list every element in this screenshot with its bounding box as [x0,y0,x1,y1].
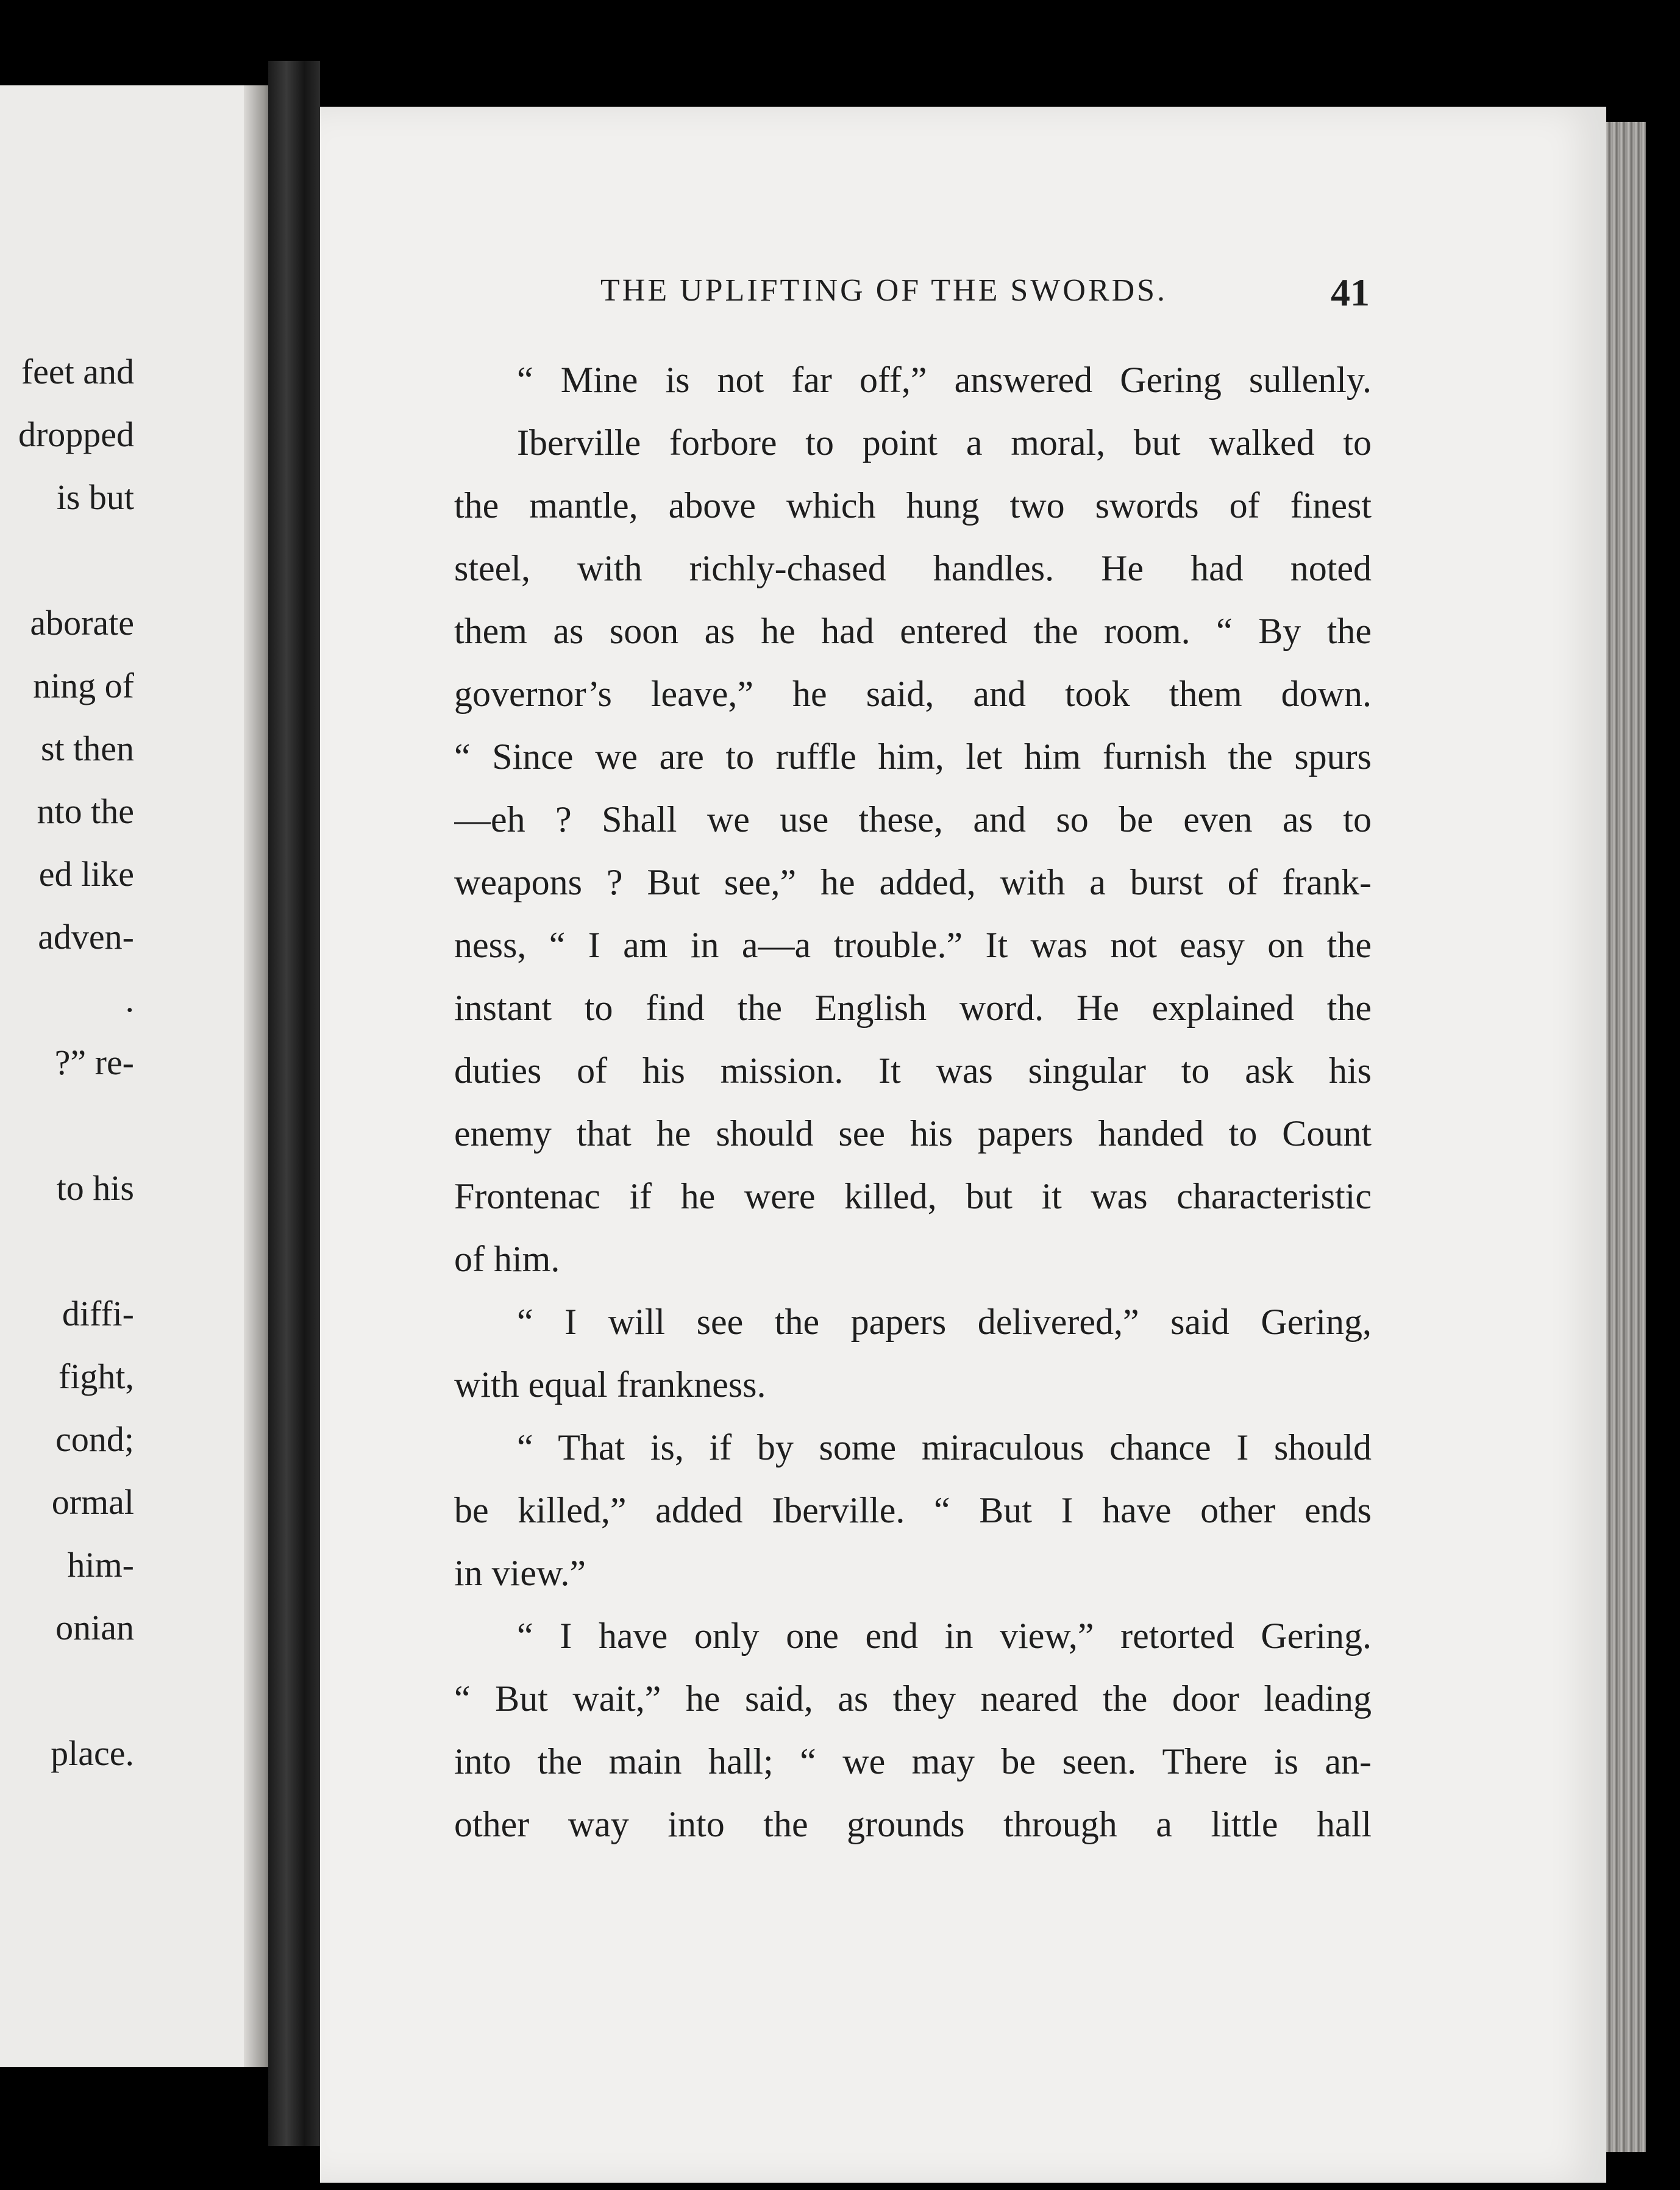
left-page-line: fight, [58,1357,134,1396]
text-line: “ I will see the papers delivered,” said Gering, [517,1302,1372,1342]
page-number: 41 [1331,271,1370,314]
previous-page-fragment [0,85,268,2067]
left-page-line: aborate [30,603,134,643]
running-head: THE UPLIFTING OF THE SWORDS. [600,273,1168,308]
text-line: —eh ? Shall we use these, and so be even as to [454,799,1372,840]
text-line: “ Mine is not far off,” answered Gering sullenly. [517,360,1372,400]
text-line: steel, with richly-chased handles. He had noted [454,548,1372,588]
text-line: the mantle, above which hung two swords of finest [454,485,1372,526]
text-line: with equal frankness. [454,1364,766,1405]
text-line: “ But wait,” he said, as they neared the door leading [454,1678,1372,1719]
text-line: governor’s leave,” he said, and took them down. [454,674,1372,714]
text-line: Iberville forbore to point a moral, but walked to [517,423,1372,463]
left-page-line: ormal [51,1482,134,1522]
text-line: weapons ? But see,” he added, with a burst of frank- [454,862,1372,902]
body-text [454,349,1372,1856]
left-page-line: diffi- [62,1294,134,1333]
text-line: duties of his mission. It was singular to ask his [454,1050,1372,1091]
text-line: into the main hall; “ we may be seen. There is an- [454,1741,1372,1782]
left-page-line: . [125,980,134,1019]
text-line: enemy that he should see his papers handed to Count [454,1113,1372,1154]
left-page-line: adven- [38,917,134,957]
left-page-line: place. [51,1733,134,1773]
left-page-line: is but [56,477,134,517]
left-page-line: to his [56,1168,134,1208]
left-page-line: cond; [55,1419,134,1459]
left-page-line: nto the [37,791,134,831]
text-line: “ That is, if by some miraculous chance I should [517,1427,1372,1468]
text-line: Frontenac if he were killed, but it was characteristic [454,1176,1372,1216]
text-line: be killed,” added Iberville. “ But I have other ends [454,1490,1372,1530]
left-page-line: ed like [38,854,134,894]
text-line: of him. [454,1239,560,1279]
text-line: instant to find the English word. He explained the [454,988,1372,1028]
book-binding-gutter [268,61,320,2146]
left-page-line: dropped [18,415,134,454]
left-page-line: ning of [33,666,134,705]
left-page-line: ?” re- [54,1043,134,1082]
left-page-line: st then [40,729,134,768]
left-page-line: him- [67,1545,134,1585]
text-line: ness, “ I am in a—a trouble.” It was not easy on the [454,925,1372,965]
left-page-edge-shadow [244,85,268,2067]
text-line: them as soon as he had entered the room. “ By the [454,611,1372,651]
left-page-line: onian [55,1608,134,1647]
text-line: other way into the grounds through a little hall [454,1804,1372,1844]
left-page-line: feet and [21,352,134,391]
text-line: in view.” [454,1553,586,1593]
text-line: “ I have only one end in view,” retorted Gering. [517,1616,1372,1656]
text-line: “ Since we are to ruffle him, let him furnish the spurs [454,737,1372,777]
